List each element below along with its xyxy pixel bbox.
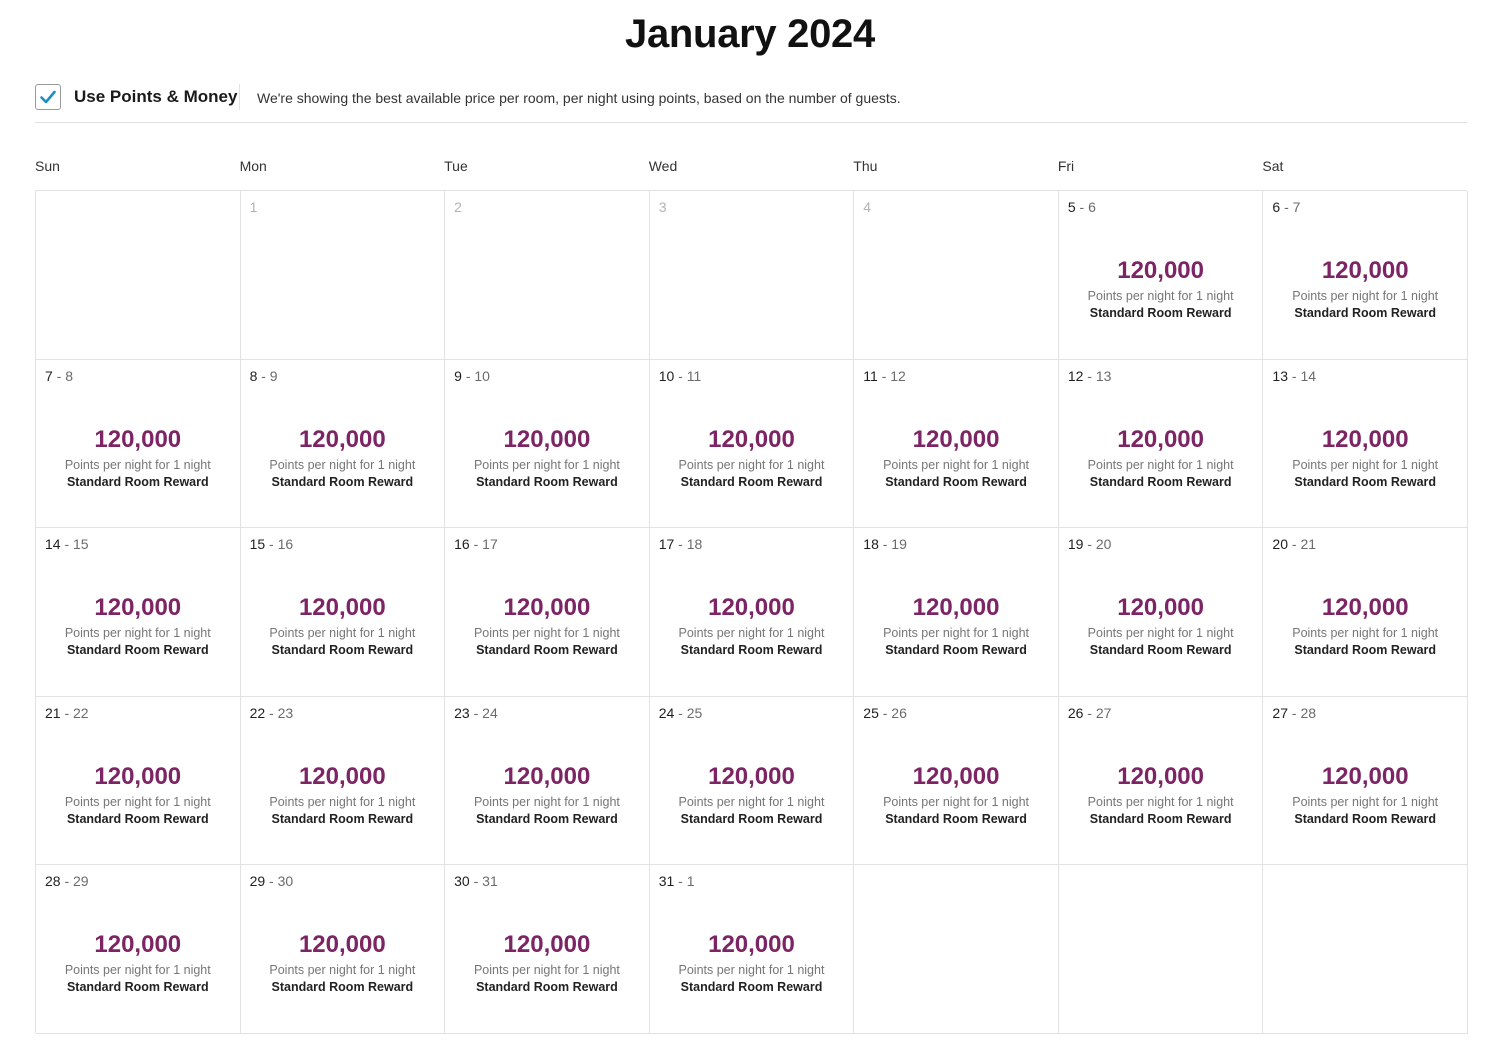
date-range: [1272, 705, 1316, 721]
check-in-date: 8: [249, 367, 258, 384]
check-in-date: 20: [1272, 536, 1288, 553]
check-in-date: 27: [1272, 704, 1288, 721]
calendar-day-2: [445, 191, 650, 360]
points-price: 120,000: [298, 762, 386, 790]
calendar-day-9[interactable]: [445, 360, 650, 529]
calendar-empty-cell: [36, 191, 241, 360]
weekday-header: [35, 158, 1467, 178]
calendar-day-23[interactable]: [445, 697, 650, 866]
check-in-date: 5: [1067, 199, 1076, 215]
calendar-day-3: [650, 191, 855, 360]
points-price: 120,000: [912, 594, 1000, 622]
check-out-date: - 26: [878, 704, 907, 721]
date-range: [1068, 199, 1096, 215]
calendar-day-19[interactable]: [1059, 528, 1264, 697]
check-out-date: - 23: [265, 704, 294, 721]
check-out-date: - 7: [1280, 199, 1301, 215]
points-price: 120,000: [94, 762, 182, 790]
points-price: 120,000: [1117, 257, 1204, 284]
weekday-thu: Thu: [853, 158, 878, 174]
points-per-night-label: Points per night for 1 night: [1087, 457, 1234, 472]
date-range: [659, 199, 667, 215]
reward-type-label: Standard Room Reward: [476, 643, 618, 658]
points-per-night-label: Points per night for 1 night: [64, 963, 211, 978]
check-in-date: 26: [1067, 704, 1084, 721]
weekday-tue: Tue: [444, 158, 468, 174]
points-price: 120,000: [94, 931, 182, 959]
check-in-date: 14: [45, 536, 61, 553]
calendar-day-4: [854, 191, 1059, 360]
calendar-day-20[interactable]: [1263, 528, 1468, 697]
check-in-date: 19: [1067, 536, 1084, 553]
check-in-date: 16: [454, 536, 470, 553]
date-range: [1068, 705, 1112, 721]
date-range: [454, 199, 462, 215]
use-points-checkbox[interactable]: [35, 84, 61, 110]
calendar-day-25[interactable]: [854, 697, 1059, 866]
points-money-toggle-row: [35, 82, 1467, 123]
month-title: January 2024: [625, 12, 875, 56]
check-in-date: 29: [249, 873, 266, 890]
calendar-day-5[interactable]: [1059, 191, 1264, 360]
check-in-date: 4: [863, 199, 872, 215]
check-in-date: 30: [454, 873, 470, 890]
check-in-date: 11: [863, 367, 878, 384]
weekday-sat: Sat: [1262, 158, 1284, 174]
date-range: [863, 368, 906, 384]
date-range: [1272, 536, 1316, 552]
calendar-day-27[interactable]: [1263, 697, 1468, 866]
points-price: 120,000: [912, 762, 1000, 790]
calendar-day-7[interactable]: [36, 360, 241, 529]
points-per-night-label: Points per night for 1 night: [883, 457, 1030, 472]
check-in-date: 7: [45, 367, 53, 384]
points-per-night-label: Points per night for 1 night: [269, 626, 416, 641]
check-in-date: 6: [1272, 199, 1281, 215]
check-out-date: - 15: [60, 536, 89, 553]
reward-type-label: Standard Room Reward: [271, 643, 414, 658]
points-price: 120,000: [1117, 425, 1204, 453]
points-price: 120,000: [708, 594, 795, 622]
check-out-date: - 27: [1083, 704, 1112, 721]
points-price: 120,000: [708, 762, 795, 790]
date-range: [659, 873, 695, 889]
check-in-date: 1: [249, 199, 258, 215]
calendar-day-18[interactable]: [854, 528, 1059, 697]
reward-type-label: Standard Room Reward: [66, 474, 209, 489]
points-per-night-label: Points per night for 1 night: [64, 794, 211, 809]
pricing-notice: We're showing the best available price per room, per night using points, based on the number of guests.: [257, 90, 901, 106]
points-per-night-label: Points per night for 1 night: [1087, 626, 1234, 641]
points-price: 120,000: [298, 425, 386, 453]
use-points-label[interactable]: Use Points & Money: [74, 87, 238, 106]
date-range: [454, 368, 490, 384]
weekday-sun: Sun: [35, 158, 60, 174]
reward-type-label: Standard Room Reward: [1089, 474, 1232, 489]
points-price: 120,000: [1117, 594, 1204, 622]
reward-type-label: Standard Room Reward: [885, 474, 1027, 489]
points-per-night-label: Points per night for 1 night: [1087, 289, 1234, 303]
reward-type-label: Standard Room Reward: [271, 811, 414, 826]
points-per-night-label: Points per night for 1 night: [678, 963, 825, 978]
points-per-night-label: Points per night for 1 night: [1292, 794, 1439, 809]
date-range: [1272, 368, 1316, 384]
check-out-date: - 12: [877, 367, 906, 384]
reward-type-label: Standard Room Reward: [680, 980, 823, 995]
reward-type-label: Standard Room Reward: [66, 980, 209, 995]
reward-type-label: Standard Room Reward: [66, 811, 209, 826]
points-per-night-label: Points per night for 1 night: [1292, 289, 1439, 303]
points-per-night-label: Points per night for 1 night: [1292, 457, 1439, 472]
calendar-day-8[interactable]: [241, 360, 446, 529]
reward-type-label: Standard Room Reward: [271, 980, 414, 995]
reward-type-label: Standard Room Reward: [885, 643, 1027, 658]
check-in-date: 25: [863, 704, 879, 721]
check-out-date: - 20: [1083, 536, 1112, 553]
date-range: [659, 368, 702, 384]
reward-type-label: Standard Room Reward: [476, 811, 618, 826]
points-price: 120,000: [94, 594, 182, 622]
check-in-date: 18: [863, 536, 879, 553]
points-per-night-label: Points per night for 1 night: [64, 457, 211, 472]
date-range: [250, 536, 294, 552]
date-range: [454, 873, 498, 889]
weekday-mon: Mon: [239, 158, 267, 174]
check-out-date: - 30: [265, 873, 294, 890]
points-per-night-label: Points per night for 1 night: [1087, 794, 1234, 809]
points-per-night-label: Points per night for 1 night: [269, 457, 416, 472]
check-in-date: 22: [249, 704, 266, 721]
calendar-day-1: [241, 191, 446, 360]
points-price: 120,000: [1321, 762, 1409, 790]
points-price: 120,000: [503, 594, 591, 622]
date-range: [863, 705, 907, 721]
calendar-day-30[interactable]: [445, 865, 650, 1034]
date-range: [45, 368, 73, 384]
calendar-grid: [35, 190, 1467, 1033]
divider: [239, 84, 240, 110]
calendar-day-6[interactable]: [1263, 191, 1468, 360]
calendar-day-26[interactable]: [1059, 697, 1264, 866]
date-range: [659, 536, 703, 552]
reward-type-label: Standard Room Reward: [1294, 474, 1437, 489]
check-out-date: - 31: [469, 873, 498, 890]
date-range: [250, 873, 294, 889]
check-in-date: 3: [658, 199, 667, 215]
date-range: [454, 705, 498, 721]
check-in-date: 10: [658, 367, 675, 384]
points-price: 120,000: [708, 425, 795, 453]
points-per-night-label: Points per night for 1 night: [64, 626, 211, 641]
points-per-night-label: Points per night for 1 night: [473, 626, 620, 641]
calendar-day-31[interactable]: [650, 865, 855, 1034]
check-in-date: 9: [454, 367, 462, 384]
check-in-date: 12: [1067, 367, 1084, 384]
date-range: [454, 536, 498, 552]
reward-type-label: Standard Room Reward: [476, 980, 618, 995]
check-out-date: - 11: [674, 367, 702, 384]
date-range: [1068, 536, 1112, 552]
date-range: [863, 199, 871, 215]
points-per-night-label: Points per night for 1 night: [269, 794, 416, 809]
calendar-day-29[interactable]: [241, 865, 446, 1034]
points-per-night-label: Points per night for 1 night: [269, 963, 416, 978]
points-price: 120,000: [298, 594, 386, 622]
calendar-day-24[interactable]: [650, 697, 855, 866]
check-out-date: - 1: [674, 873, 695, 890]
check-in-date: 15: [249, 536, 266, 553]
reward-type-label: Standard Room Reward: [1294, 643, 1437, 658]
points-price: 120,000: [1321, 594, 1409, 622]
check-out-date: - 25: [674, 704, 703, 721]
check-in-date: 23: [454, 704, 470, 721]
points-price: 120,000: [503, 931, 591, 959]
calendar-empty-cell: [854, 865, 1059, 1034]
points-price: 120,000: [1321, 257, 1409, 284]
reward-type-label: Standard Room Reward: [1089, 306, 1232, 320]
check-out-date: - 24: [469, 704, 498, 721]
check-out-date: - 6: [1075, 199, 1096, 215]
calendar-day-12[interactable]: [1059, 360, 1264, 529]
reward-type-label: Standard Room Reward: [1089, 643, 1232, 658]
date-range: [1068, 368, 1112, 384]
reward-type-label: Standard Room Reward: [885, 811, 1027, 826]
points-price: 120,000: [1117, 762, 1204, 790]
calendar-day-14[interactable]: [36, 528, 241, 697]
calendar-day-21[interactable]: [36, 697, 241, 866]
date-range: [45, 873, 89, 889]
reward-type-label: Standard Room Reward: [680, 811, 823, 826]
calendar-day-28[interactable]: [36, 865, 241, 1034]
check-out-date: - 18: [674, 536, 703, 553]
points-per-night-label: Points per night for 1 night: [473, 963, 620, 978]
calendar-day-22[interactable]: [241, 697, 446, 866]
date-range: [45, 705, 89, 721]
points-per-night-label: Points per night for 1 night: [883, 794, 1030, 809]
date-range: [45, 536, 89, 552]
calendar-day-16[interactable]: [445, 528, 650, 697]
check-out-date: - 10: [461, 367, 490, 384]
weekday-wed: Wed: [648, 158, 678, 174]
date-range: [250, 199, 258, 215]
check-out-date: - 21: [1288, 536, 1317, 553]
check-in-date: 24: [658, 704, 675, 721]
date-range: [1272, 199, 1300, 215]
date-range: [250, 705, 294, 721]
points-price: 120,000: [94, 425, 182, 453]
reward-type-label: Standard Room Reward: [476, 474, 618, 489]
date-range: [250, 368, 278, 384]
check-out-date: - 9: [257, 367, 278, 384]
check-in-date: 31: [658, 873, 675, 890]
check-out-date: - 29: [60, 873, 89, 890]
points-price: 120,000: [298, 931, 386, 959]
date-range: [863, 536, 907, 552]
points-price: 120,000: [503, 425, 591, 453]
reward-type-label: Standard Room Reward: [66, 643, 209, 658]
reward-type-label: Standard Room Reward: [680, 474, 823, 489]
calendar-day-10[interactable]: [650, 360, 855, 529]
check-in-date: 17: [658, 536, 675, 553]
points-price: 120,000: [708, 931, 795, 959]
check-out-date: - 16: [265, 536, 294, 553]
calendar-empty-cell: [1059, 865, 1264, 1034]
check-out-date: - 13: [1083, 367, 1112, 384]
points-price: 120,000: [1321, 425, 1409, 453]
points-per-night-label: Points per night for 1 night: [1292, 626, 1439, 641]
check-out-date: - 14: [1288, 367, 1317, 384]
reward-type-label: Standard Room Reward: [271, 474, 414, 489]
calendar-day-13[interactable]: [1263, 360, 1468, 529]
points-price: 120,000: [912, 425, 1000, 453]
check-out-date: - 28: [1288, 704, 1317, 721]
calendar-day-11[interactable]: [854, 360, 1059, 529]
check-out-date: - 8: [52, 367, 74, 384]
calendar-day-17[interactable]: [650, 528, 855, 697]
points-per-night-label: Points per night for 1 night: [678, 457, 825, 472]
points-per-night-label: Points per night for 1 night: [473, 794, 620, 809]
points-price: 120,000: [503, 762, 591, 790]
checkmark-icon: [39, 88, 57, 106]
reward-type-label: Standard Room Reward: [1089, 811, 1232, 826]
calendar-day-15[interactable]: [241, 528, 446, 697]
check-out-date: - 17: [469, 536, 498, 553]
points-per-night-label: Points per night for 1 night: [678, 794, 825, 809]
check-in-date: 21: [45, 704, 61, 721]
check-in-date: 2: [454, 199, 462, 215]
calendar-empty-cell: [1263, 865, 1468, 1034]
check-in-date: 13: [1272, 367, 1288, 384]
points-per-night-label: Points per night for 1 night: [473, 457, 620, 472]
reward-type-label: Standard Room Reward: [1294, 306, 1437, 320]
reward-type-label: Standard Room Reward: [680, 643, 823, 658]
check-in-date: 28: [45, 873, 61, 890]
points-per-night-label: Points per night for 1 night: [883, 626, 1030, 641]
reward-type-label: Standard Room Reward: [1294, 811, 1437, 826]
check-out-date: - 22: [60, 704, 89, 721]
date-range: [659, 705, 703, 721]
weekday-fri: Fri: [1057, 158, 1075, 174]
check-out-date: - 19: [878, 536, 907, 553]
points-per-night-label: Points per night for 1 night: [678, 626, 825, 641]
